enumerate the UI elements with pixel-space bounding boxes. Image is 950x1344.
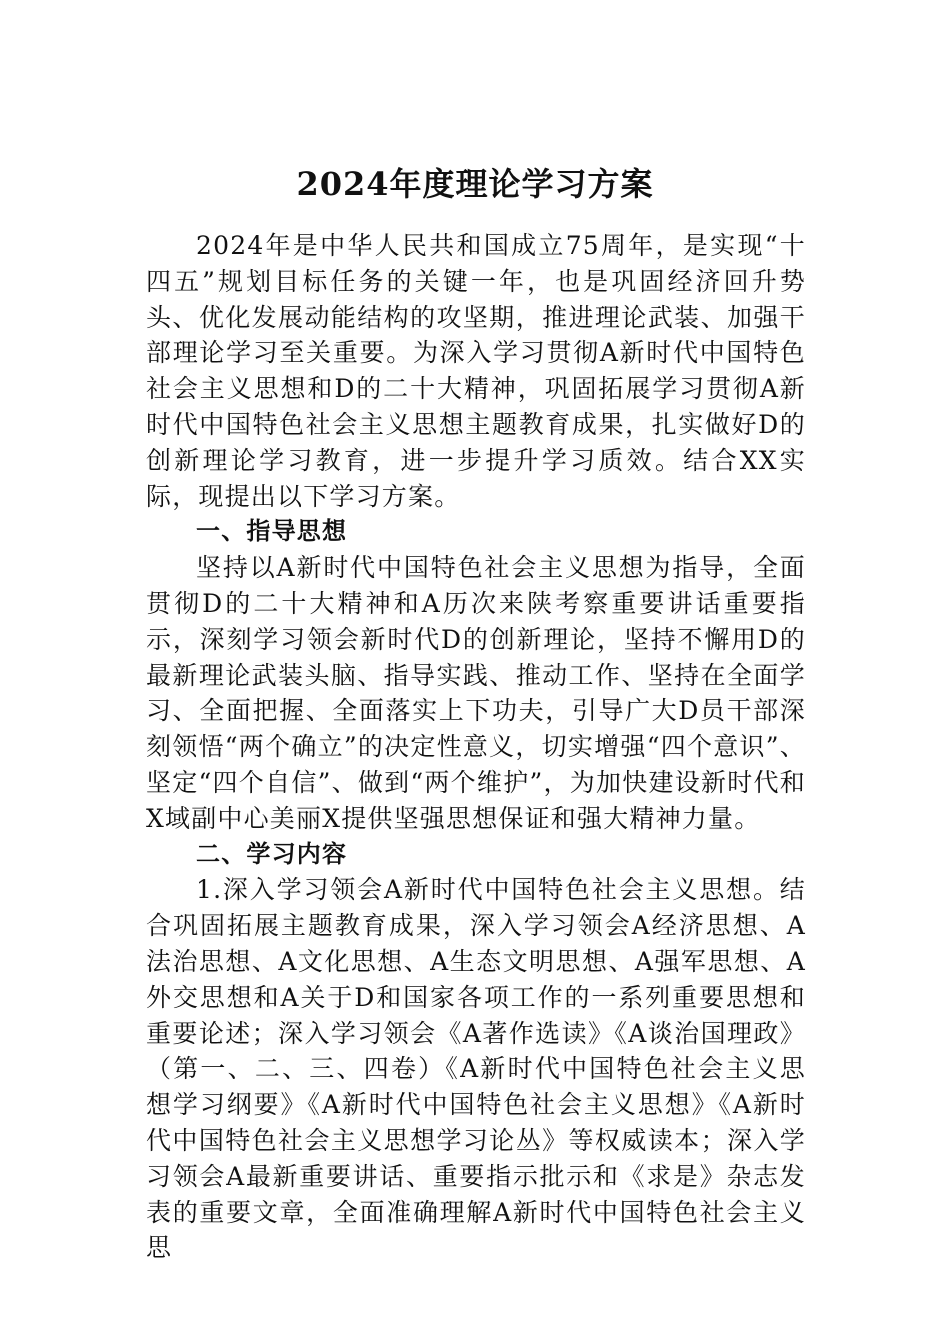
guiding-ideology-paragraph: 坚持以A新时代中国特色社会主义思想为指导，全面贯彻D的二十大精神和A历次来陕考察重要讲话重要指示，深刻学习领会新时代D的创新理论，坚持不懈用D的最新理论武装头脑、指导实践、推动工作、坚持在全面学习、全面把握、全面落实上下功夫，引导广大D员干部深刻领悟“两个确立”的决定性意义，切实增强“四个意识”、坚定“四个自信”、做到“两个维护”，为加快建设新时代和X域副中心美丽X提供坚强思想保证和强大精神力量。 — [146, 553, 806, 833]
section-heading-study-content: 二、学习内容 — [196, 839, 348, 868]
section-heading-guiding-ideology: 一、指导思想 — [196, 517, 348, 546]
intro-paragraph: 2024年是中华人民共和国成立75周年，是实现“十四五”规划目标任务的关键一年，也是巩固经济回升势头、优化发展动能结构的攻坚期，推进理论武装、加强干部理论学习至关重要。为深入学习贯彻A新时代中国特色社会主义思想和D的二十大精神，巩固拓展学习贯彻A新时代中国特色社会主义思想主题教育成果，扎实做好D的创新理论学习教育，进一步提升学习质效。结合XX实际，现提出以下学习方案。 — [146, 231, 806, 511]
document-title: 2024年度理论学习方案 — [296, 165, 654, 203]
document-body — [146, 228, 806, 1266]
study-content-item-1: 1.深入学习领会A新时代中国特色社会主义思想。结合巩固拓展主题教育成果，深入学习领会A经济思想、A法治思想、A文化思想、A生态文明思想、A强军思想、A外交思想和A关于D和国家各项工作的一系列重要思想和重要论述；深入学习领会《A著作选读》《A谈治国理政》（第一、二、三、四卷）《A新时代中国特色社会主义思想学习纲要》《A新时代中国特色社会主义思想》《A新时代中国特色社会主义思想学习论丛》等权威读本；深入学习领会A最新重要讲话、重要指示批示和《求是》杂志发表的重要文章，全面准确理解A新时代中国特色社会主义思 — [146, 875, 806, 1263]
